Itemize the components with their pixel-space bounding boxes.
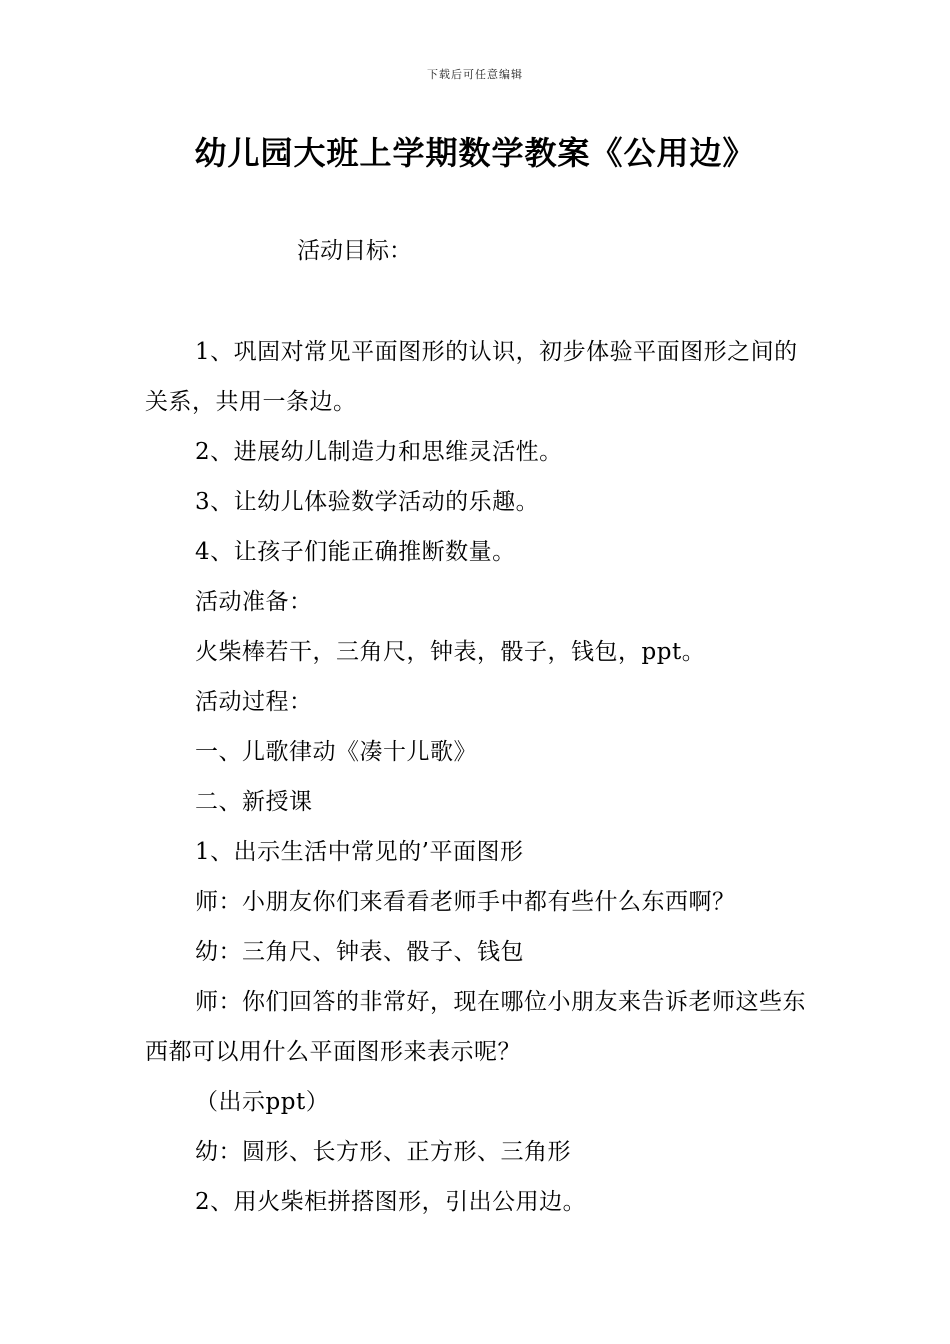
- paragraph-child-answer-2: 幼：圆形、长方形、正方形、三角形: [195, 1139, 571, 1165]
- paragraph-show-ppt: （出示ppt）: [195, 1089, 330, 1115]
- paragraph-substep-1: 1、出示生活中常见的’平面图形: [195, 839, 524, 865]
- document-title: 幼儿园大班上学期数学教案《公用边》: [194, 134, 756, 172]
- paragraph-goal-4: 4、让孩子们能正确推断数量。: [195, 539, 516, 565]
- paragraph-teacher-question-2: 师：你们回答的非常好，现在哪位小朋友来告诉老师这些东西都可以用什么平面图形来表示呢？: [145, 989, 806, 1065]
- paragraph-step-two: 二、新授课: [195, 789, 313, 815]
- paragraph-goal-3: 3、让幼儿体验数学活动的乐趣。: [195, 489, 540, 515]
- paragraph-substep-2: 2、用火柴柜拼搭图形，引出公用边。: [195, 1189, 587, 1215]
- paragraph-goal-1: 1、巩固对常见平面图形的认识，初步体验平面图形之间的关系，共用一条边。: [145, 339, 798, 415]
- paragraph-goal-2: 2、进展幼儿制造力和思维灵活性。: [195, 439, 563, 465]
- section-heading-preparation: 活动准备：: [195, 589, 313, 615]
- paragraph-step-one: 一、儿歌律动《凑十儿歌》: [195, 739, 477, 765]
- paragraph-materials: 火柴棒若干，三角尺，钟表，骰子，钱包，ppt。: [195, 639, 706, 665]
- paragraph-child-answer-1: 幼：三角尺、钟表、骰子、钱包: [195, 939, 524, 965]
- document-body: [145, 327, 815, 1227]
- section-heading-goals: 活动目标：: [297, 238, 412, 264]
- section-heading-process: 活动过程：: [195, 689, 313, 715]
- paragraph-teacher-question-1: 师：小朋友你们来看看老师手中都有些什么东西啊？: [195, 889, 736, 915]
- header-note: 下载后可任意编辑: [427, 68, 523, 81]
